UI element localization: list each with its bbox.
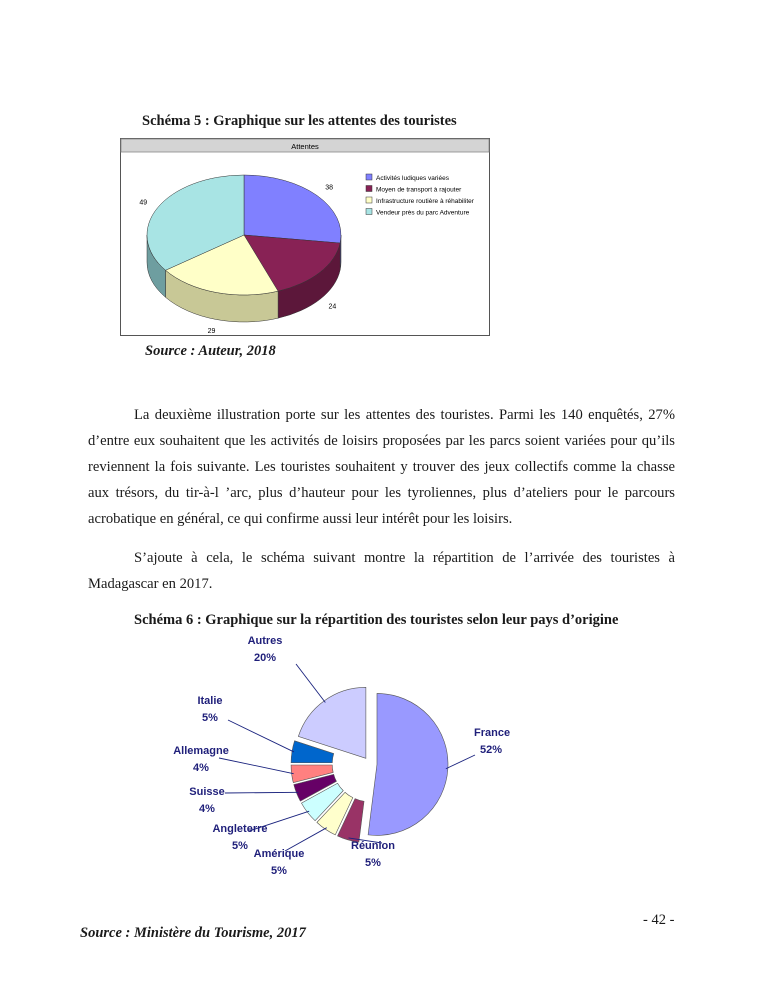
legend-label-activites-ludiques-variees: Activités ludiques variées <box>376 175 449 182</box>
schema5-source: Source : Auteur, 2018 <box>145 343 276 359</box>
leader-line-suisse <box>225 792 298 793</box>
legend-swatch-vendeur-pres-du-parc-adventure <box>366 209 372 215</box>
attentes-chart <box>120 138 490 336</box>
slice-label-angleterre: Angleterre <box>212 823 268 835</box>
slice-value-reunion: 5% <box>365 857 381 869</box>
slice-label-france: France <box>474 727 511 739</box>
slice-value-france: 52% <box>480 744 503 756</box>
slice-label-autres: Autres <box>247 635 283 647</box>
slice-label-italie: Italie <box>197 695 223 707</box>
slice-label-amerique: Amérique <box>253 848 305 860</box>
slice-value-angleterre: 5% <box>232 840 248 852</box>
legend-label-infrastructure-routiere-a-rehabiliter: Infrastructure routière à réhabiliter <box>376 198 474 205</box>
pie-slice-france <box>368 693 448 835</box>
value-label-moyen-de-transport-a-rajouter: 24 <box>328 303 337 311</box>
slice-label-allemagne: Allemagne <box>173 745 229 757</box>
value-label-activites-ludiques-variees: 38 <box>325 184 333 192</box>
slice-value-suisse: 4% <box>199 803 215 815</box>
slice-value-italie: 5% <box>202 712 218 724</box>
pie-slices <box>147 175 341 295</box>
legend-label-moyen-de-transport-a-rajouter: Moyen de transport à rajouter <box>376 186 462 194</box>
schema5-caption: Schéma 5 : Graphique sur les attentes des touristes <box>142 113 457 129</box>
schema6-source: Source : Ministère du Tourisme, 2017 <box>80 925 306 941</box>
page-number: - 42 - <box>643 912 675 928</box>
schema6-caption: Schéma 6 : Graphique sur la répartition des touristes selon leur pays d’origine <box>134 612 619 628</box>
slice-label-reunion: Réunion <box>351 840 395 852</box>
slice-value-autres: 20% <box>253 652 277 664</box>
leader-line-france <box>446 755 475 769</box>
value-label-infrastructure-routiere-a-rehabiliter: 29 <box>207 328 216 336</box>
pie-slices <box>291 687 448 842</box>
slice-label-suisse: Suisse <box>189 786 225 798</box>
leader-line-italie <box>228 720 294 752</box>
slice-labels <box>173 635 510 877</box>
paragraph-1: La deuxième illustration porte sur les attentes des touristes. Parmi les 140 enquêtés, 27% d’entre eux souhaitent que les activités de loisirs proposées par les parcs soient variées pour qu’ils reviennent la fois suivante. Les touristes souhaitent y trouver des jeux collectifs comme la chasse aux trésors, du tir-à-l ’arc, plus d’hauteur pour les tyroliennes, plus d’ateliers pour le parcours acrobatique en général, ce qui confirme aussi leur intérêt pour les loisirs. <box>88 407 675 527</box>
value-label-vendeur-pres-du-parc-adventure: 49 <box>139 199 148 207</box>
leader-line-autres <box>296 664 325 703</box>
slice-value-amerique: 5% <box>271 865 287 877</box>
paragraph-2: S’ajoute à cela, le schéma suivant montre la répartition de l’arrivée des touristes à Madagascar en 2017. <box>88 550 675 592</box>
pays-origine-chart <box>173 635 540 890</box>
leader-line-allemagne <box>219 758 294 774</box>
legend-label-vendeur-pres-du-parc-adventure: Vendeur près du parc Adventure <box>376 209 470 217</box>
slice-value-allemagne: 4% <box>193 762 209 774</box>
legend-swatch-moyen-de-transport-a-rajouter <box>366 186 372 192</box>
legend-swatch-activites-ludiques-variees <box>366 174 372 180</box>
chart-title: Attentes <box>291 142 319 151</box>
legend-swatch-infrastructure-routiere-a-rehabiliter <box>366 197 372 203</box>
